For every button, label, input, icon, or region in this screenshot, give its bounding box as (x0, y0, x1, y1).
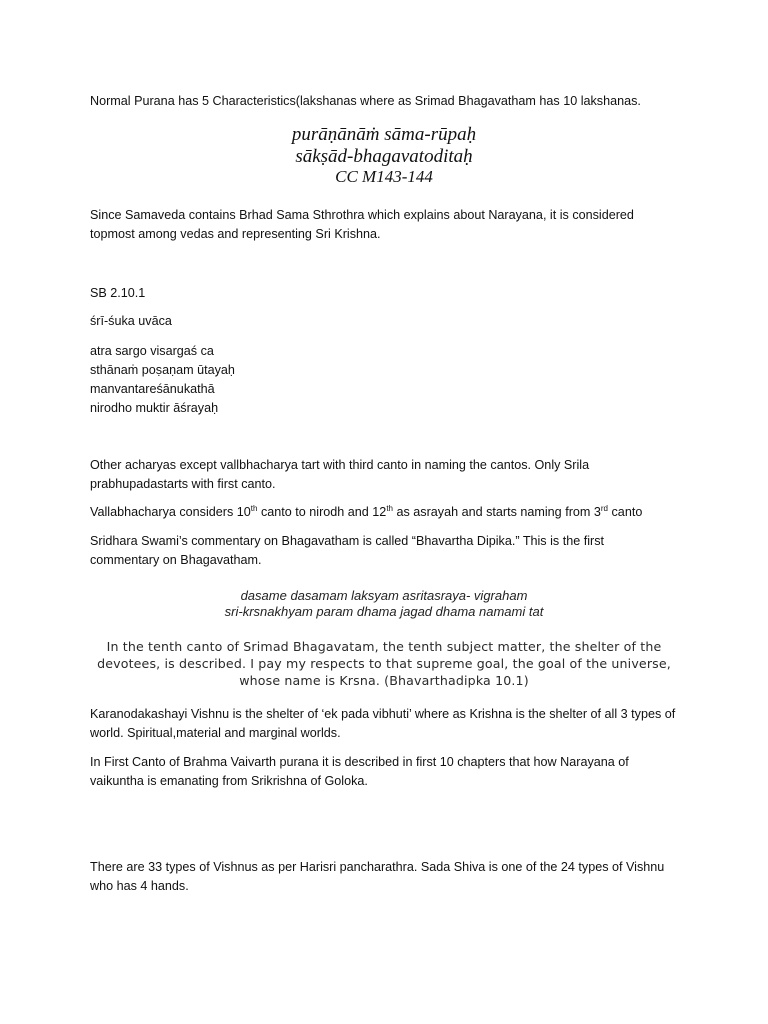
speaker-line: śrī-śuka uvāca (90, 314, 172, 328)
translation-line-3: whose name is Krsna. (Bhavarthadipka 10.1) (239, 673, 529, 688)
translation-line-1: In the tenth canto of Srimad Bhagavatam, the tenth subject matter, the shelter of the (106, 639, 662, 654)
translation-line-2: devotees, is described. I pay my respects to that supreme goal, the goal of the universe, (97, 656, 671, 671)
cc-verse-reference: CC M143-144 (335, 167, 433, 186)
vallabhacharya-paragraph (90, 503, 642, 522)
acharyas-line-2: prabhupadastarts with first canto. (90, 477, 276, 491)
samaveda-line-2: topmost among vedas and representing Sri Krishna. (90, 227, 381, 241)
brahma-vaivarth-line-1: In First Canto of Brahma Vaivarth purana it is described in first 10 chapters that how Narayana of (90, 755, 629, 769)
vallabha-sup-1: th (250, 503, 258, 513)
cc-verse-line-2: sākṣād-bhagavatoditaḥ (295, 146, 473, 167)
vallabha-sup-2: th (386, 503, 393, 513)
vallabha-part-3: as asrayah and starts naming from 3 (392, 505, 601, 519)
intro-text: Normal Purana has 5 Characteristics(lakshanas where as Srimad Bhagavatham has 10 lakshanas. (90, 94, 641, 108)
sb-verse-line-4: nirodho muktir āśrayaḥ (90, 401, 219, 415)
samaveda-line-1: Since Samaveda contains Brhad Sama Sthrothra which explains about Narayana, it is considered (90, 208, 634, 222)
vallabha-sup-3: rd (600, 503, 609, 513)
sb-verse-line-2: sthānaṁ poṣaṇam ūtayaḥ (90, 363, 235, 377)
dasame-verse-line-1: dasame dasamam laksyam asritasraya- vigraham (240, 588, 528, 603)
sb-reference: SB 2.10.1 (90, 286, 146, 300)
sridhara-line-2: commentary on Bhagavatham. (90, 553, 262, 567)
cc-verse-line-1: purāṇānāṁ sāma-rūpaḥ (291, 124, 477, 145)
vallabha-part-1: Vallabhacharya considers 10 (90, 505, 251, 519)
vishnus-line-2: who has 4 hands. (90, 879, 189, 893)
karanodakashayi-line-1: Karanodakashayi Vishnu is the shelter of ‘ek pada vibhuti’ where as Krishna is the shelter of all 3 types of (90, 707, 676, 721)
sridhara-line-1: Sridhara Swami’s commentary on Bhagavatham is called “Bhavartha Dipika.” This is the first (90, 534, 604, 548)
sb-verse-line-3: manvantareśānukathā (90, 382, 215, 396)
dasame-verse-line-2: sri-krsnakhyam param dhama jagad dhama namami tat (224, 604, 544, 619)
vallabha-part-2: canto to nirodh and 12 (257, 505, 387, 519)
karanodakashayi-line-2: world. Spiritual,material and marginal worlds. (90, 726, 341, 740)
sb-verse-line-1: atra sargo visargaś ca (90, 344, 214, 358)
acharyas-line-1: Other acharyas except vallbhacharya tart with third canto in naming the cantos. Only Srila (90, 458, 590, 472)
vallabha-part-4: canto (608, 505, 643, 519)
vishnus-line-1: There are 33 types of Vishnus as per Harisri pancharathra. Sada Shiva is one of the 24 types of Vishnu (90, 860, 665, 874)
brahma-vaivarth-line-2: vaikuntha is emanating from Srikrishna of Goloka. (90, 774, 368, 788)
